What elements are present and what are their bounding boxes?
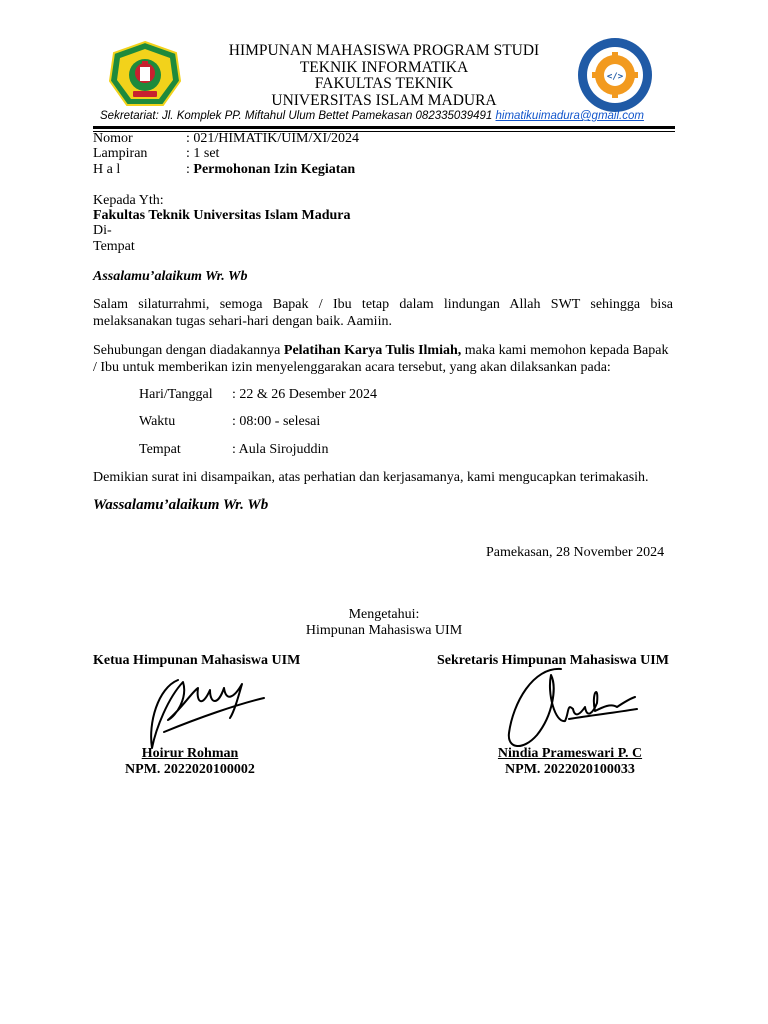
- chair-signature: [138, 668, 268, 758]
- chair-npm: NPM. 2022020100002: [125, 762, 255, 777]
- lampiran-row: [93, 146, 219, 162]
- letterhead-line-2: TEKNIK INFORMATIKA: [299, 58, 469, 76]
- detail-label: Waktu: [139, 414, 176, 429]
- secretary-npm: NPM. 2022020100033: [505, 762, 635, 777]
- lampiran-label: Lampiran: [93, 146, 148, 161]
- lampiran-value: : 1 set: [186, 146, 220, 161]
- himatik-logo: [575, 37, 655, 113]
- secretary-title: Sekretaris Himpunan Mahasiswa UIM: [437, 653, 669, 668]
- detail-label: Tempat: [139, 442, 181, 457]
- event-name: Pelatihan Karya Tulis Ilmiah,: [283, 343, 462, 358]
- signature-icon: [503, 663, 643, 758]
- chair-signatory: [100, 746, 280, 778]
- letterhead-line-4: UNIVERSITAS ISLAM MADURA: [271, 91, 497, 109]
- chair-title: Ketua Himpunan Mahasiswa UIM: [93, 653, 301, 668]
- paragraph-2-after: maka kami memohon kepada Bapak / Ibu untuk memberikan izin menyelenggarakan acara tersebut, yang akan dilaksankan pada:: [93, 343, 669, 375]
- paragraph-1: Salam silaturrahmi, semoga Bapak / Ibu tetap dalam lindungan Allah SWT sehingga bisa melaksanakan tugas sehari-hari dengan baik. Aamiin.: [93, 297, 673, 329]
- opening-greeting: Assalamu’alaikum Wr. Wb: [93, 269, 248, 284]
- secretary-name: Nindia Prameswari P. C: [497, 746, 643, 761]
- hal-row: [93, 162, 355, 178]
- paragraph-2: [93, 343, 673, 376]
- mengetahui-label: Mengetahui:: [348, 607, 420, 622]
- secretariat-text: Sekretariat: Jl. Komplek PP. Miftahul Ulum Bettet Pamekasan 082335039491: [100, 110, 493, 122]
- kepada-line: Kepada Yth:: [93, 193, 164, 208]
- detail-value: : 22 & 26 Desember 2024: [232, 387, 378, 402]
- nomor-label: Nomor: [93, 131, 133, 146]
- organization-name: Himpunan Mahasiswa UIM: [305, 623, 463, 638]
- hal-colon: :: [186, 162, 194, 177]
- recipient-di: Di-: [93, 223, 112, 238]
- letterhead-line-3: FAKULTAS TEKNIK: [314, 75, 454, 92]
- detail-row: [139, 414, 320, 430]
- secretariat-address: [100, 110, 670, 122]
- closing-paragraph: Demikian surat ini disampaikan, atas perhatian dan kerjasamanya, kami mengucapkan terimakasih.: [93, 470, 649, 485]
- closing-greeting: Wassalamu’alaikum Wr. Wb: [93, 497, 269, 513]
- gear-emblem-icon: [575, 37, 655, 113]
- detail-value: : 08:00 - selesai: [232, 414, 321, 429]
- secretary-signature: [503, 663, 643, 758]
- place-date: Pamekasan, 28 November 2024: [486, 545, 665, 560]
- secretary-signatory: [470, 746, 670, 778]
- recipient-tempat: Tempat: [93, 239, 135, 254]
- hal-value: Permohonan Izin Kegiatan: [193, 162, 356, 177]
- nomor-row: [93, 131, 359, 147]
- university-logo: [106, 41, 184, 111]
- nomor-value: : 021/HIMATIK/UIM/XI/2024: [186, 131, 360, 146]
- detail-value: : Aula Sirojuddin: [232, 442, 329, 457]
- signature-icon: [138, 668, 268, 758]
- letterhead-divider-thick: [93, 126, 675, 129]
- letterhead-line-1: HIMPUNAN MAHASISWA PROGRAM STUDI: [228, 42, 540, 59]
- paragraph-2-before: Sehubungan dengan diadakannya: [93, 343, 284, 358]
- email-link[interactable]: himatikuimadura@gmail.com: [495, 110, 644, 122]
- university-seal-icon: [106, 41, 184, 111]
- hal-label: H a l: [93, 162, 121, 177]
- detail-row: [139, 387, 377, 403]
- recipient-name: Fakultas Teknik Universitas Islam Madura: [93, 208, 351, 223]
- detail-row: [139, 442, 328, 458]
- chair-name: Hoirur Rohman: [141, 746, 239, 761]
- acknowledgement-block: [234, 607, 534, 639]
- logo-right-center-text: </>: [606, 72, 624, 82]
- detail-label: Hari/Tanggal: [139, 387, 213, 402]
- letterhead-title: [200, 43, 568, 109]
